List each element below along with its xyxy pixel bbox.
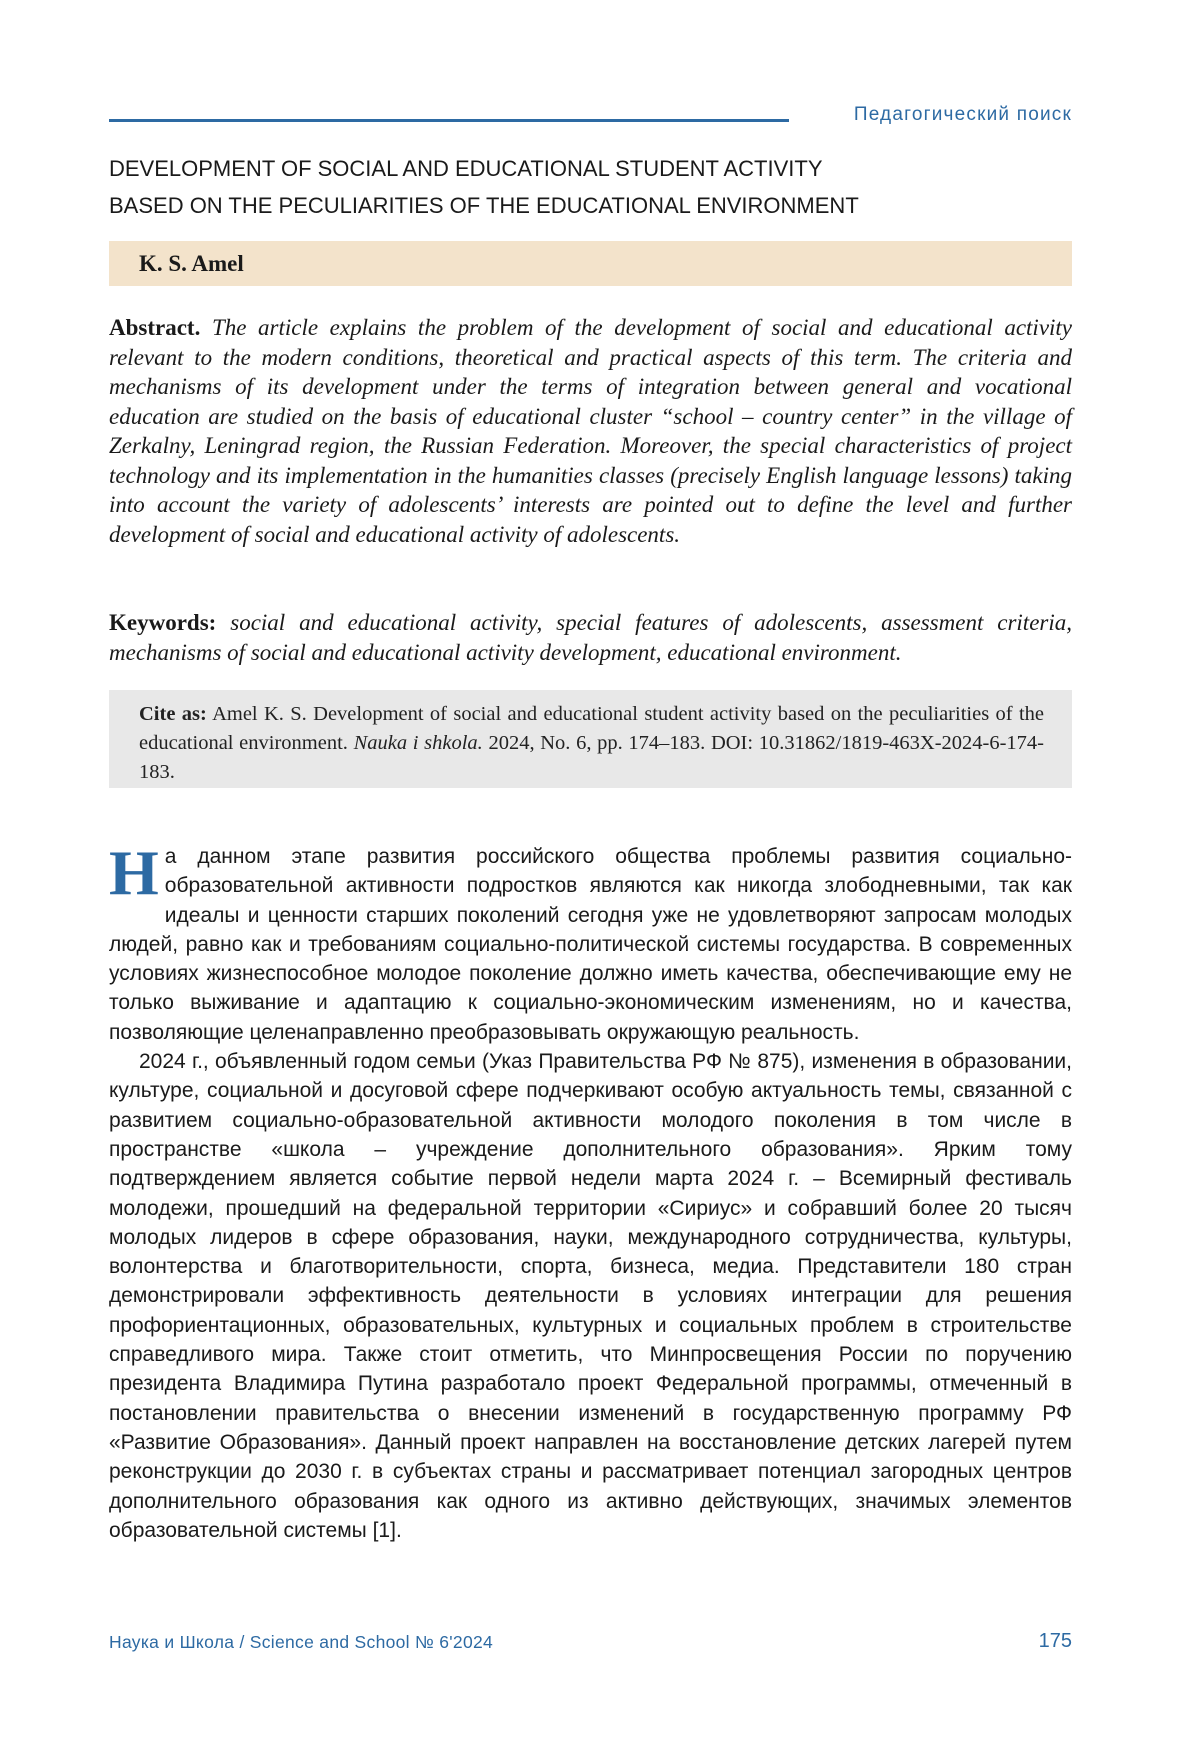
cite-text-after: 2024, No. 6, pp. 174–183. DOI: 10.31862/1819-463X-2024-6-174-183. <box>139 732 1045 783</box>
abstract-label: Abstract. <box>109 315 201 340</box>
abstract <box>109 313 1072 549</box>
cite-journal: Nauka i shkola. <box>353 732 483 754</box>
article-title <box>109 150 1009 224</box>
keywords-text: social and educational activity, special features of adolescents, assessment criteria, mechanisms of social and educational activity development, educational environment. <box>109 610 1072 665</box>
cite-box <box>109 690 1072 788</box>
author-name: K. S. Amel <box>139 251 244 276</box>
footer-journal: Наука и Школа / Science and School № 6'2024 <box>109 1632 494 1652</box>
cite-label: Cite as: <box>139 703 207 725</box>
header-rule <box>109 119 789 122</box>
keywords <box>109 608 1072 667</box>
title-line-2: BASED ON THE PECULIARITIES OF THE EDUCATIONAL ENVIRONMENT <box>109 193 859 218</box>
body-paragraph-1 <box>109 837 1072 1047</box>
citation <box>139 700 1044 787</box>
abstract-text: The article explains the problem of the development of social and educational activity relevant to the modern conditions, theoretical and practical aspects of this term. The criteria and mechanisms of its development under the terms of integration between general and vocational education are studied on the basis of educational cluster “school – country center” in the village of Zerkalny, Leningrad region, the Russian Federation. Moreover, the special characteristics of project technology and its implementation in the humanities classes (precisely English language lessons) taking into account the variety of adolescents’ interests are pointed out to define the level and further development of social and educational activity of adolescents. <box>109 315 1073 547</box>
article-body <box>109 837 1072 1545</box>
running-head: Педагогический поиск <box>853 104 1072 125</box>
drop-cap: Н <box>109 837 159 908</box>
keywords-label: Keywords: <box>109 610 217 635</box>
paragraph-1-text: а данном этапе развития российского общества проблемы развития социально-образовательной активности подростков являются как никогда злободневными, так как идеалы и ценности старших поколений сегодня уже не удовлетворяют запросам молодых людей, равно как и требованиям социально-политической системы государства. В современных условиях жизнеспособное молодое поколение должно иметь качества, обеспечивающие ему не только выживание и адаптацию к социально-экономическим изменениям, но и качества, позволяющие целенаправленно преобразовывать окружающую реальность. <box>109 845 1072 1044</box>
author-band <box>109 241 1072 286</box>
cite-text-before: Amel K. S. Development of social and educational student activity based on the peculiarities of the educational environment. <box>139 703 1045 754</box>
page-number: 175 <box>1038 1630 1072 1652</box>
title-line-1: DEVELOPMENT OF SOCIAL AND EDUCATIONAL STUDENT ACTIVITY <box>109 156 823 181</box>
body-paragraph-2: 2024 г., объявленный годом семьи (Указ Правительства РФ № 875), изменения в образовании, культуре, социальной и досуговой сфере подчеркивают особую актуальность темы, связанной с развитием социально-образовательной активности молодого поколения в том числе в пространстве «школа – учреждение дополнительного образования». Ярким тому подтверждением является событие первой недели марта 2024 г. – Всемирный фестиваль молодежи, прошедший на федеральной территории «Сириус» и собравший более 20 тысяч молодых лидеров в сфере образования, науки, международного сотрудничества, культуры, волонтерства и благотворительности, спорта, бизнеса, медиа. Представители 180 стран демонстрировали эффективность деятельности в условиях интеграции для решения профориентационных, образовательных, культурных и социальных проблем в строительстве справедливого мира. Также стоит отметить, что Минпросвещения России по поручению президента Владимира Путина разработало проект Федеральной программы, отмеченный в постановлении правительства о внесении изменений в государственную программу РФ «Развитие Образования». Данный проект направлен на восстановление детских лагерей путем реконструкции до 2030 г. в субъектах страны и рассматривает потенциал загородных центров дополнительного образования как одного из активно действующих, значимых элементов образовательной системы [1]. <box>109 1050 1072 1542</box>
